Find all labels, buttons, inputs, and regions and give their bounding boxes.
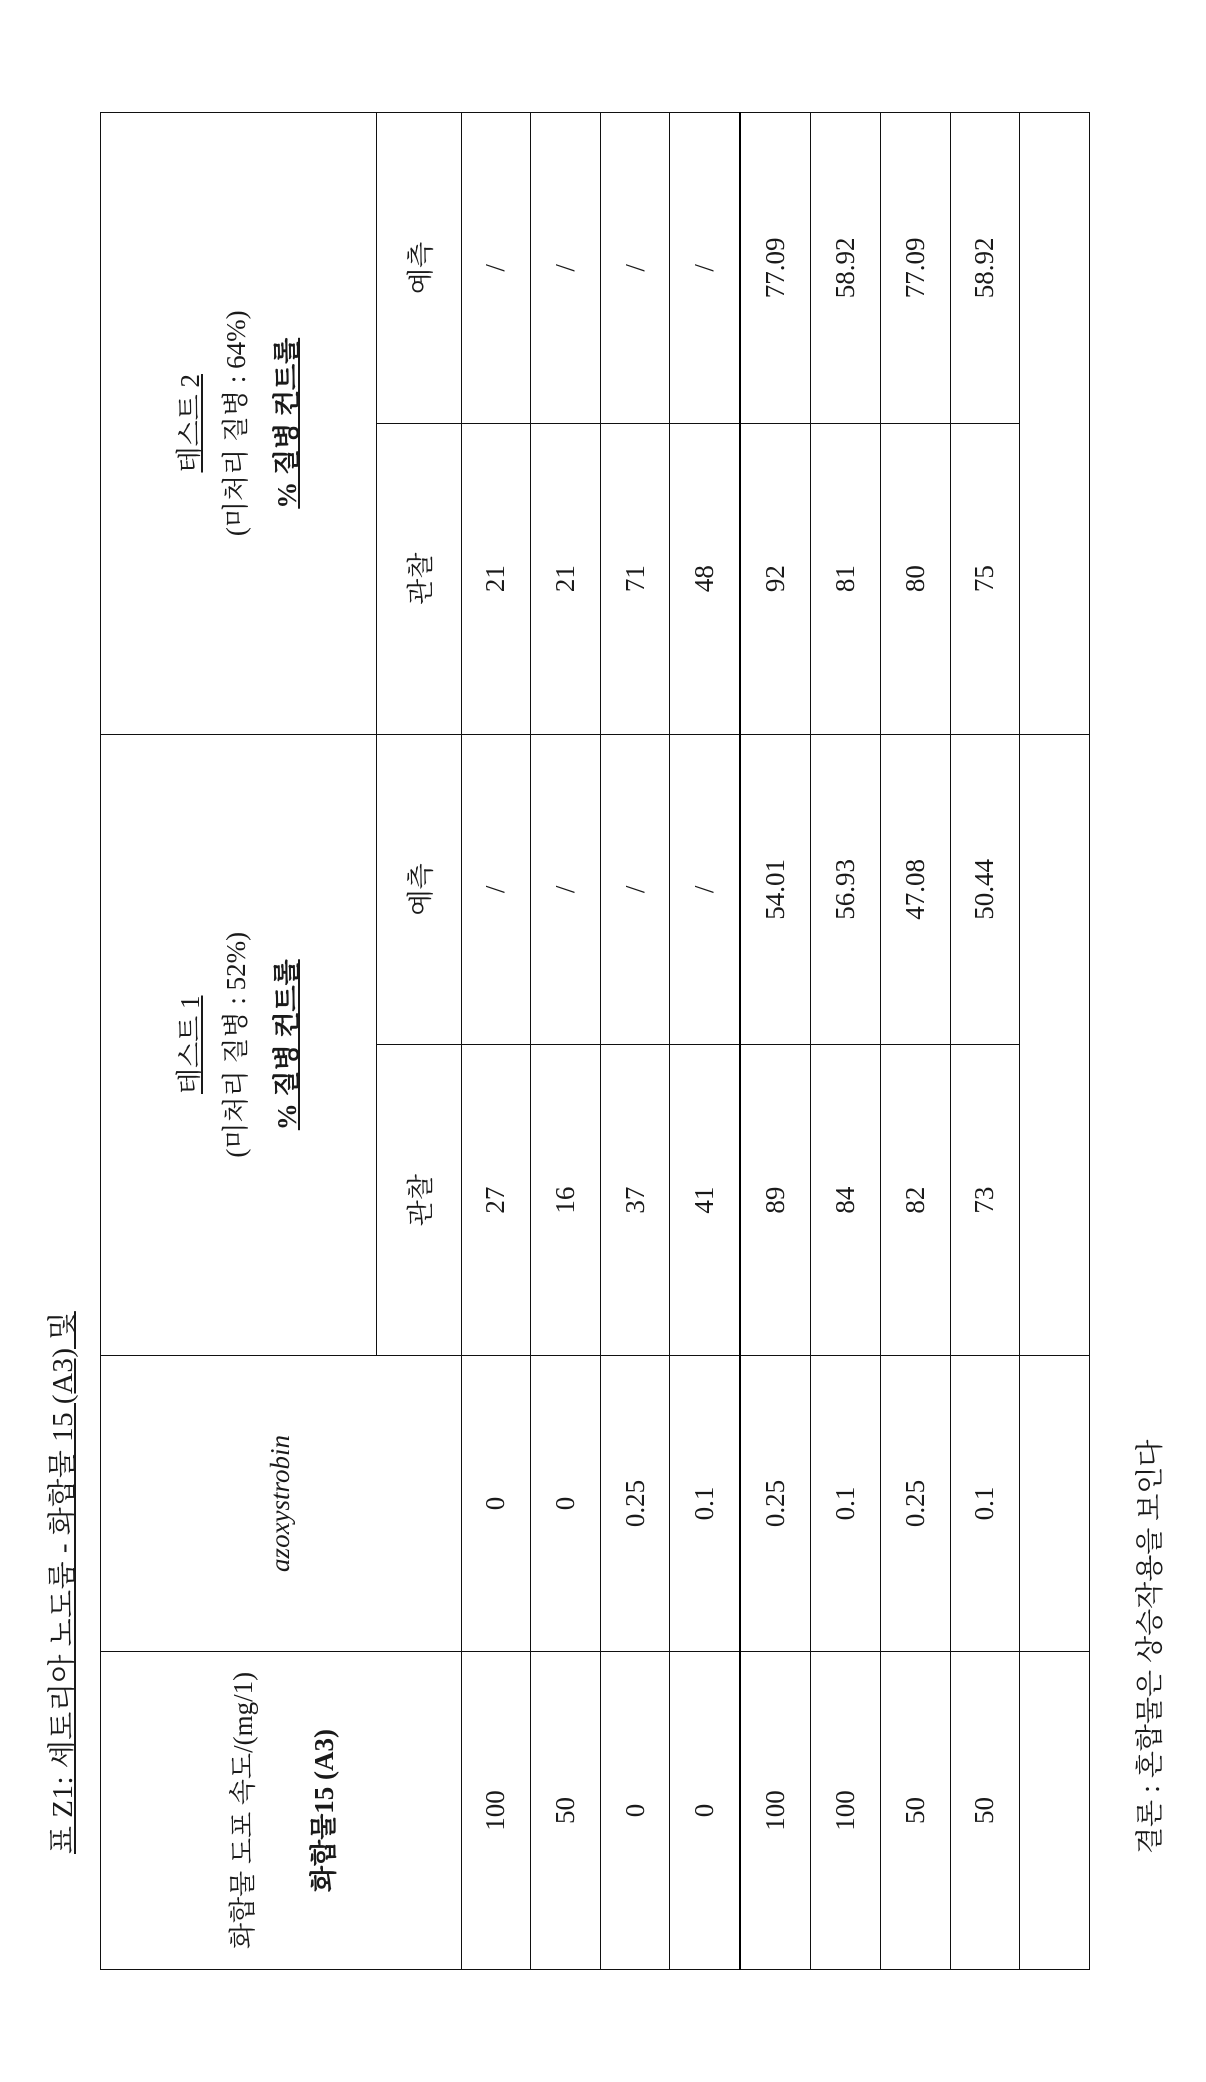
table-row-empty [1020, 113, 1090, 1970]
cell-test2-observed: 21 [531, 423, 601, 734]
group-title-test2: 테스트 2 [174, 374, 205, 473]
cell-azoxystrobin: 0 [461, 1355, 531, 1651]
group-header-test1 [101, 734, 377, 1355]
cell-compound15: 100 [811, 1651, 881, 1969]
table-row [881, 113, 951, 1970]
cell-test2-predicted: / [531, 113, 601, 424]
cell-compound15: 100 [740, 1651, 811, 1969]
column-header-test2-predicted: 예측 [376, 113, 461, 424]
cell-test2-predicted: / [600, 113, 670, 424]
cell-test2-observed: 92 [740, 423, 811, 734]
cell-test1-observed: 82 [881, 1045, 951, 1356]
cell-azoxystrobin: 0.25 [600, 1355, 670, 1651]
table-row [670, 113, 741, 1970]
footnote: 결론 : 혼합물은 상승작용을 보인다 [1135, 1439, 1166, 1854]
cell-test1-predicted: 56.93 [811, 734, 881, 1045]
results-table [100, 112, 1090, 1970]
cell-test2-observed: 48 [670, 423, 741, 734]
cell-test2-observed: 71 [600, 423, 670, 734]
cell-azoxystrobin: 0.1 [670, 1355, 741, 1651]
cell-test2-predicted: / [670, 113, 741, 424]
cell-azoxystrobin: 0.1 [950, 1355, 1020, 1651]
cell-test2-observed: 81 [811, 423, 881, 734]
table-row [461, 113, 531, 1970]
cell-test1-observed: 73 [950, 1045, 1020, 1356]
cell-test2-predicted: 77.09 [881, 113, 951, 424]
group-title-test1: 테스트 1 [174, 995, 205, 1094]
cell-test1-predicted: / [461, 734, 531, 1045]
corner-header-line1: 화합물 도포 속도/(mg/1) [227, 1671, 258, 1949]
page-title: 표 Z1: 셰토리아 노도룸 - 화합물 15 (A3) 및 [47, 1311, 79, 1854]
cell-azoxystrobin: 0.25 [881, 1355, 951, 1651]
cell-test1-observed: 27 [461, 1045, 531, 1356]
cell-test2-predicted: 58.92 [950, 113, 1020, 424]
group-metric-test1: % 질병 컨트롤 [271, 959, 302, 1131]
cell-azoxystrobin: 0.25 [740, 1355, 811, 1651]
cell-test1-predicted: / [531, 734, 601, 1045]
table-row [600, 113, 670, 1970]
table-row [531, 113, 601, 1970]
results-table-container [100, 112, 1090, 1970]
cell-test1-predicted: / [600, 734, 670, 1045]
cell-test1-predicted: 47.08 [881, 734, 951, 1045]
table-row [811, 113, 881, 1970]
group-subtitle-test2: (미처리 질병 : 64%) [221, 310, 251, 537]
cell-test2-predicted: / [461, 113, 531, 424]
cell-compound15: 0 [670, 1651, 741, 1969]
cell-azoxystrobin: 0 [531, 1355, 601, 1651]
column-header-compound15: 화합물15 (A3) [308, 1728, 339, 1892]
cell-test1-observed: 37 [600, 1045, 670, 1356]
cell-compound15: 50 [881, 1651, 951, 1969]
cell-test1-observed: 41 [670, 1045, 741, 1356]
cell-azoxystrobin: 0.1 [811, 1355, 881, 1651]
column-header-test1-predicted: 예측 [376, 734, 461, 1045]
cell-compound15: 0 [600, 1651, 670, 1969]
cell-empty [1020, 113, 1090, 735]
cell-test2-predicted: 77.09 [740, 113, 811, 424]
column-header-test2-observed: 관찰 [376, 423, 461, 734]
cell-empty [1020, 1651, 1090, 1969]
cell-test1-predicted: / [670, 734, 741, 1045]
cell-compound15: 50 [531, 1651, 601, 1969]
table-row [950, 113, 1020, 1970]
column-header-azoxystrobin: azoxystrobin [101, 1355, 462, 1651]
cell-test2-observed: 75 [950, 423, 1020, 734]
group-metric-test2: % 질병 컨트롤 [271, 337, 302, 509]
cell-test1-observed: 89 [740, 1045, 811, 1356]
group-header-row [101, 113, 377, 1970]
cell-test2-observed: 80 [881, 423, 951, 734]
cell-test2-observed: 21 [461, 423, 531, 734]
group-subtitle-test1: (미처리 질병 : 52%) [221, 931, 251, 1158]
corner-header-cell [101, 1651, 462, 1969]
table-row [740, 113, 811, 1970]
column-header-test1-observed: 관찰 [376, 1045, 461, 1356]
cell-empty [1020, 734, 1090, 1355]
cell-compound15: 100 [461, 1651, 531, 1969]
group-header-test2 [101, 113, 377, 735]
table-body [101, 113, 1090, 1970]
cell-compound15: 50 [950, 1651, 1020, 1969]
cell-test1-predicted: 50.44 [950, 734, 1020, 1045]
cell-test1-observed: 84 [811, 1045, 881, 1356]
cell-test1-predicted: 54.01 [740, 734, 811, 1045]
cell-empty [1020, 1355, 1090, 1651]
cell-test2-predicted: 58.92 [811, 113, 881, 424]
cell-test1-observed: 16 [531, 1045, 601, 1356]
